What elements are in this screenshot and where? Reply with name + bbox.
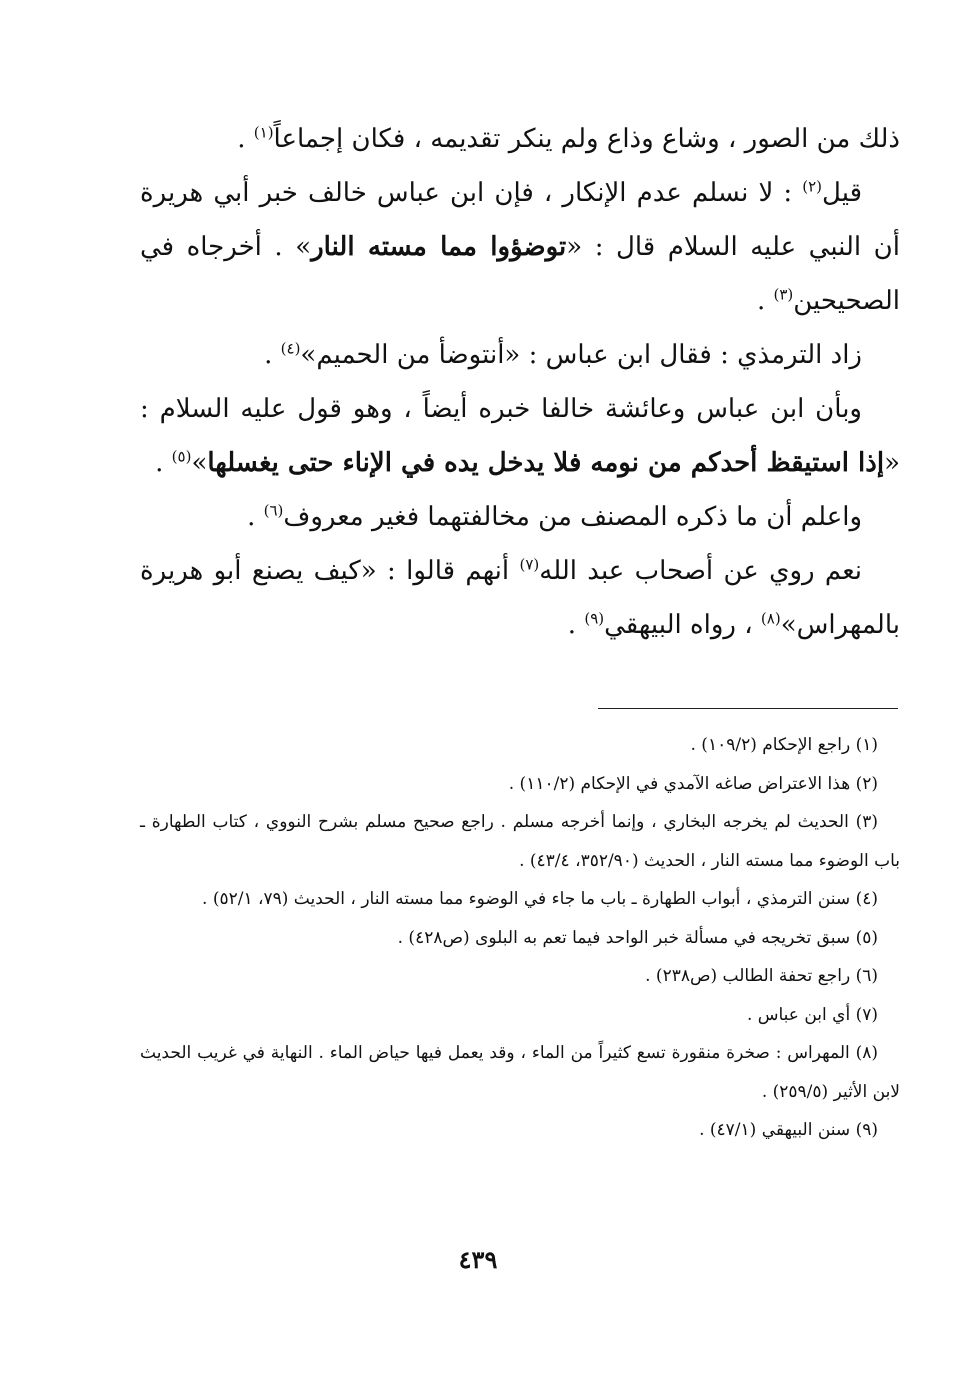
footnote-ref-8: (٨) bbox=[760, 609, 781, 628]
footnote-4: (٤) سنن الترمذي ، أبواب الطهارة ـ باب ما جاء في الوضوء مما مسته النار ، الحديث (٧٩، ٥٢/١) . bbox=[202, 889, 878, 909]
footnote-9: (٩) سنن البيهقي (٤٧/١) . bbox=[699, 1120, 878, 1140]
paragraph-4-start: وبأن ابن عباس وعائشة خالفا خبره أيضاً ، وهو قول عليه السلام : « bbox=[140, 394, 900, 478]
footnotes bbox=[140, 726, 900, 1150]
footnote-ref-4: (٤) bbox=[280, 339, 301, 358]
paragraph-6-end: . bbox=[567, 610, 585, 640]
page-number: ٤٣٩ bbox=[458, 1245, 498, 1274]
paragraph-6-mid: أنهم قالوا : «كيف يصنع أبو هريرة بالمهراس» bbox=[140, 556, 900, 640]
hadith-quote-1: توضؤوا مما مسته النار bbox=[311, 232, 567, 262]
footnote-2: (٢) هذا الاعتراض صاغه الآمدي في الإحكام (١١٠/٢) . bbox=[508, 773, 878, 794]
footnote-ref-9: (٩) bbox=[584, 609, 605, 628]
footnote-ref-2: (٢) bbox=[802, 177, 823, 196]
paragraph-1-end: . bbox=[237, 124, 254, 154]
paragraph-5-text: واعلم أن ما ذكره المصنف من مخالفتهما فغير معروف bbox=[283, 502, 862, 532]
footnote-divider bbox=[598, 708, 898, 709]
paragraph-4-close: » bbox=[191, 448, 208, 478]
paragraph-1-text: ذلك من الصور ، وشاع وذاع ولم ينكر تقديمه ، فكان إجماعاً bbox=[273, 124, 900, 154]
paragraph-3-text: زاد الترمذي : فقال ابن عباس : «أنتوضأ من الحميم» bbox=[300, 340, 862, 370]
footnote-ref-7: (٧) bbox=[519, 555, 540, 574]
paragraph-2-start: قيل bbox=[822, 178, 862, 208]
paragraph-2-mid: : لا نسلم عدم الإنكار ، فإن ابن عباس خالف خبر أبي هريرة أن النبي عليه السلام قال : « bbox=[140, 178, 900, 262]
paragraph-1 bbox=[140, 112, 900, 166]
footnote-1: (١) راجع الإحكام (١٠٩/٢) . bbox=[690, 735, 878, 755]
footnote-ref-1: (١) bbox=[253, 123, 274, 142]
footnote-5: (٥) سبق تخريجه في مسألة خبر الواحد فيما تعم به البلوى (ص٤٢٨) . bbox=[397, 927, 878, 948]
paragraph-6-mid2: ، رواه البيهقي bbox=[604, 610, 761, 640]
paragraph-4 bbox=[140, 382, 900, 490]
paragraph-2-after: » . أخرجاه في الصحيحين bbox=[140, 232, 900, 316]
footnote-3: (٣) الحديث لم يخرجه البخاري ، وإنما أخرجه مسلم . راجع صحيح مسلم بشرح النووي ، كتاب الطهارة ـ باب الوضوء مما مسته النار ، الحديث (٣٥٢/٩٠، ٤٣/٤) . bbox=[140, 812, 900, 871]
footnote-ref-5: (٥) bbox=[171, 447, 192, 466]
footnote-ref-3: (٣) bbox=[773, 285, 794, 304]
paragraph-3 bbox=[140, 328, 900, 382]
footnote-ref-6: (٦) bbox=[263, 501, 284, 520]
paragraph-5-end: . bbox=[247, 502, 264, 532]
paragraph-2 bbox=[140, 166, 900, 328]
footnote-7: (٧) أي ابن عباس . bbox=[746, 1004, 878, 1025]
paragraph-6 bbox=[140, 544, 900, 652]
paragraph-6-start: نعم روي عن أصحاب عبد الله bbox=[539, 556, 862, 586]
paragraph-5 bbox=[140, 490, 900, 544]
footnote-6: (٦) راجع تحفة الطالب (ص٢٣٨) . bbox=[645, 966, 878, 986]
main-text bbox=[140, 112, 900, 652]
paragraph-3-end: . bbox=[264, 340, 281, 370]
paragraph-4-end: . bbox=[155, 448, 172, 478]
paragraph-2-end: . bbox=[756, 286, 774, 316]
footnote-8: (٨) المهراس : صخرة منقورة تسع كثيراً من الماء ، وقد يعمل فيها حياض الماء . النهاية في غريب الحديث لابن الأثير (٢٥٩/٥) . bbox=[140, 1043, 900, 1102]
hadith-quote-2: إذا استيقظ أحدكم من نومه فلا يدخل يده في الإناء حتى يغسلها bbox=[207, 448, 885, 478]
